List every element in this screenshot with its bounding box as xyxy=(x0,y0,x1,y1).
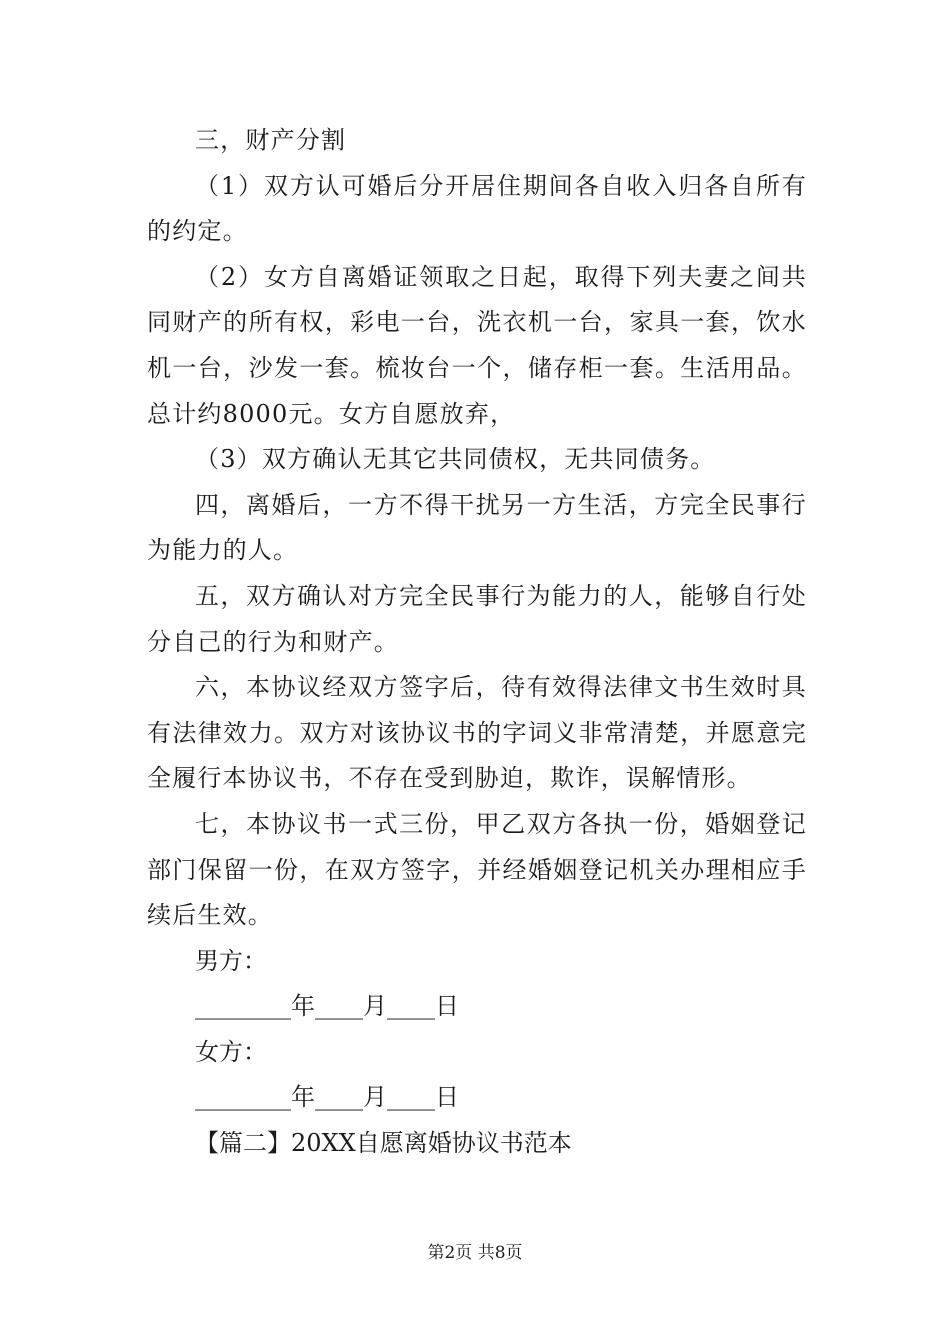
next-section-heading: 【篇二】20XX自愿离婚协议书范本 xyxy=(195,1129,572,1158)
section-four: 四，离婚后，一方不得干扰另一方生活，方完全民事行为能力的人。 xyxy=(147,490,807,565)
clause-1-income: （1）双方认可婚后分开居住期间各自收入归各自所有的约定。 xyxy=(147,171,807,246)
page-footer: 第2页 共8页 xyxy=(427,1243,523,1263)
section-seven: 七，本协议书一式三份，甲乙双方各执一份，婚姻登记部门保留一份，在双方签字，并经婚姻登记机关办理相应手续后生效。 xyxy=(147,809,807,930)
clause-3-debts: （3）双方确认无其它共同债权，无共同债务。 xyxy=(195,445,716,474)
female-signature-label: 女方： xyxy=(195,1037,267,1066)
section-heading-property-division: 三，财产分割 xyxy=(195,126,347,154)
section-five: 五，双方确认对方完全民事行为能力的人，能够自行处分自己的行为和财产。 xyxy=(147,581,807,656)
female-signature-date: ________年____月____日 xyxy=(195,1083,459,1112)
clause-2-joint-property: （2）女方自离婚证领取之日起，取得下列夫妻之间共同财产的所有权，彩电一台，洗衣机一台，家具一套，饮水机一台，沙发一套。梳妆台一个，储存柜一套。生活用品。总计约8000元。女方自愿放弃， xyxy=(147,262,807,428)
male-signature-label: 男方： xyxy=(195,946,267,975)
document-body xyxy=(147,118,807,1167)
male-signature-date: ________年____月____日 xyxy=(195,992,459,1021)
section-six: 六，本协议经双方签字后，待有效得法律文书生效时具有法律效力。双方对该协议书的字词义非常清楚，并愿意完全履行本协议书，不存在受到胁迫，欺诈，误解情形。 xyxy=(147,673,807,793)
